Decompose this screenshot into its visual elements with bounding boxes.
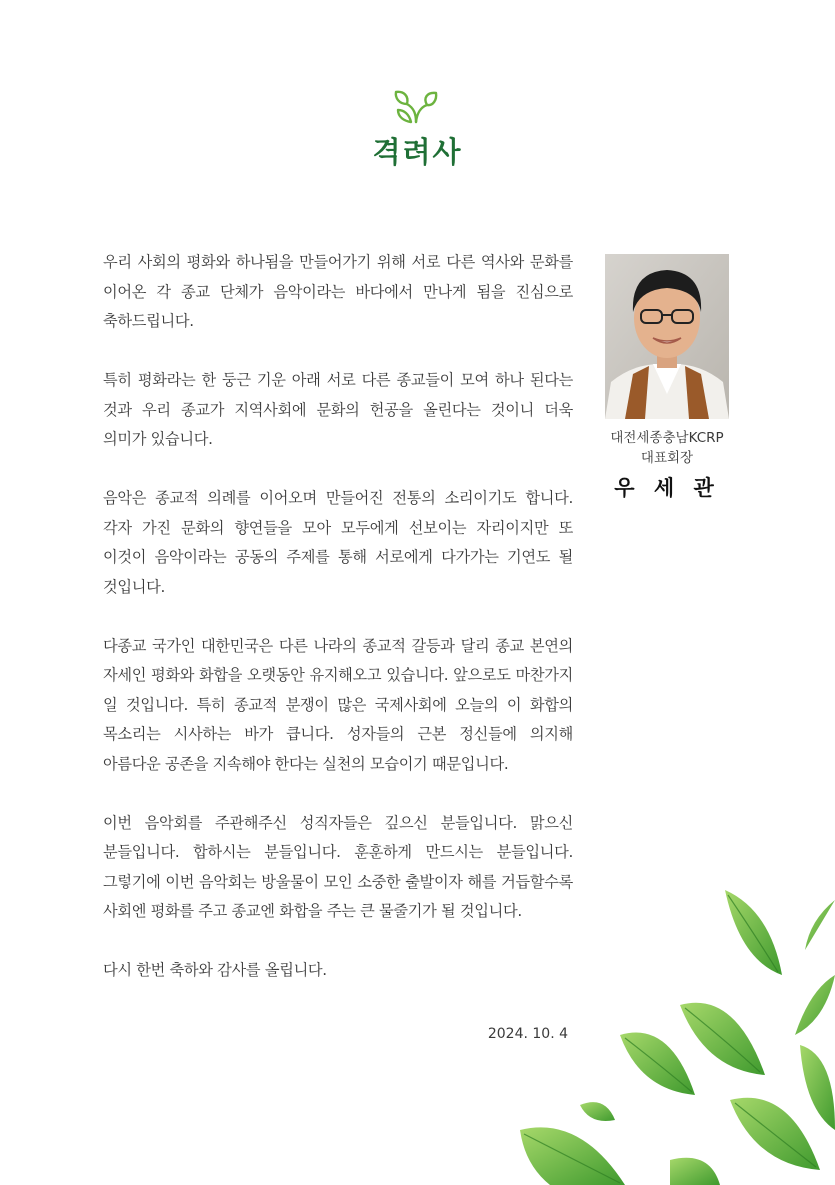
paragraph: 이번 음악회를 주관해주신 성직자들은 깊으신 분들입니다. 맑으신 분들입니다. 합하시는 분들입니다. 훈훈하게 만드시는 분들입니다. 그렇기에 이번 음악회는 방울물이 모인 소중한 출발이자 해를 거듭할수록 사회엔 평화를 주고 종교엔 화합을 주는 큰 물줄기가 될 것입니다. <box>103 813 573 920</box>
paragraph: 우리 사회의 평화와 하나됨을 만들어가기 위해 서로 다른 역사와 문화를 이어온 각 종교 단체가 음악이라는 바다에서 만나게 됨을 진심으로 축하드립니다. <box>103 253 573 330</box>
letter-body <box>103 248 573 1015</box>
signature-organization: 대전세종충남KCRP <box>610 430 724 446</box>
page-title: 격려사 <box>372 135 463 169</box>
signature-name: 우 세 관 <box>614 476 720 500</box>
date-text: 2024. 10. 4 <box>487 1026 568 1042</box>
signature-position: 대표회장 <box>640 450 694 466</box>
sprout-leaves-icon <box>393 88 439 126</box>
paragraph: 음악은 종교적 의례를 이어오며 만들어진 전통의 소리이기도 합니다. 각자 가진 문화의 향연들을 모아 모두에게 선보이는 자리이지만 또 이것이 음악이라는 공동의 주제를 통해 서로에게 다가가는 기연도 될 것입니다. <box>103 489 573 596</box>
paragraph: 다시 한번 축하와 감사를 올립니다. <box>103 961 327 979</box>
green-leaves-decoration <box>520 880 835 1185</box>
paragraph: 특히 평화라는 한 둥근 기운 아래 서로 다른 종교들이 모여 하나 된다는 것과 우리 종교가 지역사회에 문화의 헌공을 올린다는 것이니 더욱 의미가 있습니다. <box>103 371 573 448</box>
paragraph: 다종교 국가인 대한민국은 다른 나라의 종교적 갈등과 달리 종교 본연의 자세인 평화와 화합을 오랫동안 유지해오고 있습니다. 앞으로도 마찬가지 일 것입니다. 특히 종교적 분쟁이 많은 국제사회에 오늘의 이 화합의 목소리는 시사하는 바가 큽니다. 성자들의 근본 정신들에 의지해 아름다운 공존을 지속해야 한다는 실천의 모습이기 때문입니다. <box>103 636 573 773</box>
portrait-photo <box>605 254 729 419</box>
signature-caption <box>590 428 744 468</box>
